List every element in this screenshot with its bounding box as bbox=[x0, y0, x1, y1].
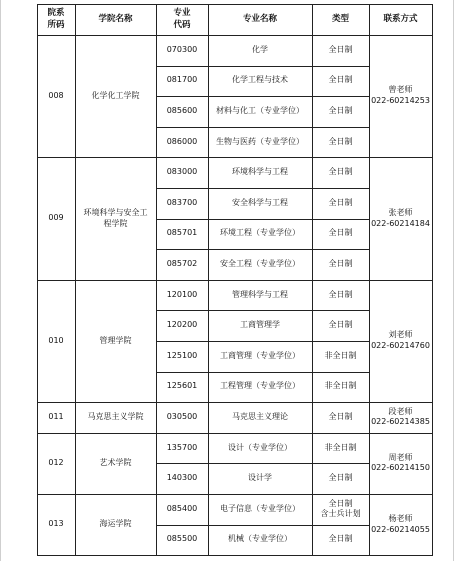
major-name-cell: 材料与化工（专业学位） bbox=[216, 106, 304, 116]
major-name-cell: 电子信息（专业学位） bbox=[220, 503, 300, 513]
type-cell: 全日制 bbox=[328, 412, 353, 422]
major-row-border bbox=[156, 66, 370, 67]
dept-code-cell: 013 bbox=[48, 519, 64, 529]
contact-cell: 段老师 022-60214385 bbox=[371, 406, 430, 427]
major-name-cell: 设计（专业学位） bbox=[228, 442, 292, 452]
major-code-cell: 085701 bbox=[166, 228, 198, 238]
major-name-cell: 生物与医药（专业学位） bbox=[216, 136, 304, 146]
major-row-border bbox=[156, 310, 370, 311]
major-code-cell: 120200 bbox=[166, 320, 198, 330]
major-row-border bbox=[156, 96, 370, 97]
major-row-border bbox=[156, 372, 370, 373]
type-cell: 全日制 bbox=[328, 44, 353, 54]
major-code-cell: 135700 bbox=[166, 442, 198, 452]
type-cell: 全日制 bbox=[328, 473, 353, 483]
column-border bbox=[208, 4, 209, 556]
major-code-cell: 085400 bbox=[166, 503, 198, 513]
major-name-cell: 工商管理学 bbox=[240, 320, 280, 330]
major-code-cell: 120100 bbox=[166, 289, 198, 299]
college-name-cell: 环境科学与安全工 程学院 bbox=[83, 207, 148, 228]
major-name-cell: 化学工程与技术 bbox=[232, 75, 288, 85]
major-code-cell: 125601 bbox=[166, 381, 198, 391]
type-cell: 全日制 bbox=[328, 75, 353, 85]
contact-cell: 张老师 022-60214184 bbox=[371, 207, 430, 228]
major-name-cell: 化学 bbox=[252, 44, 268, 54]
college-name-cell: 艺术学院 bbox=[99, 457, 132, 467]
type-cell: 全日制 bbox=[328, 259, 353, 269]
type-cell: 全日制 含士兵计划 bbox=[320, 498, 361, 519]
table-top-border bbox=[37, 4, 433, 5]
major-name-cell: 环境科学与工程 bbox=[232, 167, 288, 177]
type-cell: 全日制 bbox=[328, 534, 353, 544]
header-major-code: 专业 代码 bbox=[173, 8, 191, 30]
type-cell: 全日制 bbox=[328, 289, 353, 299]
major-code-cell: 086000 bbox=[166, 136, 198, 146]
column-border bbox=[369, 4, 370, 556]
type-cell: 全日制 bbox=[328, 136, 353, 146]
contact-cell: 曾老师 022-60214253 bbox=[371, 85, 430, 106]
type-cell: 非全日制 bbox=[324, 381, 357, 391]
major-row-border bbox=[156, 219, 370, 220]
header-contact: 联系方式 bbox=[383, 13, 418, 24]
dept-row-border bbox=[37, 35, 433, 36]
major-row-border bbox=[156, 463, 370, 464]
header-dept-code: 院系 所码 bbox=[47, 8, 65, 30]
dept-row-border bbox=[37, 157, 433, 158]
major-code-cell: 030500 bbox=[166, 412, 198, 422]
major-name-cell: 工程管理（专业学位） bbox=[220, 381, 300, 391]
major-code-cell: 083700 bbox=[166, 197, 198, 207]
major-name-cell: 设计学 bbox=[248, 473, 272, 483]
major-row-border bbox=[156, 525, 370, 526]
dept-row-border bbox=[37, 494, 433, 495]
major-row-border bbox=[156, 341, 370, 342]
college-name-cell: 马克思主义学院 bbox=[87, 412, 144, 422]
major-code-cell: 081700 bbox=[166, 75, 198, 85]
header-major-name: 专业名称 bbox=[242, 13, 277, 24]
dept-code-cell: 011 bbox=[48, 412, 64, 422]
contact-cell: 杨老师 022-60214055 bbox=[371, 513, 430, 534]
major-code-cell: 085600 bbox=[166, 106, 198, 116]
dept-code-cell: 009 bbox=[48, 213, 64, 223]
type-cell: 全日制 bbox=[328, 106, 353, 116]
dept-code-cell: 012 bbox=[48, 457, 64, 467]
type-cell: 全日制 bbox=[328, 167, 353, 177]
dept-code-cell: 010 bbox=[48, 335, 64, 345]
major-code-cell: 070300 bbox=[166, 44, 198, 54]
major-name-cell: 管理科学与工程 bbox=[232, 289, 288, 299]
dept-row-border bbox=[37, 433, 433, 434]
column-border bbox=[156, 4, 157, 556]
major-row-border bbox=[156, 127, 370, 128]
college-name-cell: 化学化工学院 bbox=[91, 90, 140, 100]
type-cell: 全日制 bbox=[328, 320, 353, 330]
column-border bbox=[312, 4, 313, 556]
major-code-cell: 140300 bbox=[166, 473, 198, 483]
major-name-cell: 安全工程（专业学位） bbox=[220, 259, 300, 269]
column-border bbox=[75, 4, 76, 556]
major-name-cell: 机械（专业学位） bbox=[228, 534, 292, 544]
major-row-border bbox=[156, 188, 370, 189]
major-name-cell: 安全科学与工程 bbox=[232, 197, 288, 207]
type-cell: 全日制 bbox=[328, 228, 353, 238]
dept-row-border bbox=[37, 402, 433, 403]
major-code-cell: 083000 bbox=[166, 167, 198, 177]
college-name-cell: 管理学院 bbox=[99, 335, 132, 345]
header-college-name: 学院名称 bbox=[98, 13, 133, 24]
dept-code-cell: 008 bbox=[48, 90, 64, 100]
window-edge-left bbox=[0, 0, 1, 561]
contact-cell: 刘老师 022-60214760 bbox=[371, 330, 430, 350]
major-name-cell: 工商管理（专业学位） bbox=[220, 350, 300, 360]
college-name-cell: 海运学院 bbox=[99, 519, 132, 529]
type-cell: 非全日制 bbox=[324, 350, 357, 360]
type-cell: 全日制 bbox=[328, 197, 353, 207]
major-code-cell: 125100 bbox=[166, 350, 198, 360]
major-name-cell: 马克思主义理论 bbox=[232, 412, 288, 422]
table-bottom-border bbox=[37, 555, 433, 556]
major-row-border bbox=[156, 249, 370, 250]
major-name-cell: 环境工程（专业学位） bbox=[220, 228, 300, 238]
column-border bbox=[432, 4, 433, 556]
dept-row-border bbox=[37, 280, 433, 281]
major-code-cell: 085702 bbox=[166, 259, 198, 269]
major-code-cell: 085500 bbox=[166, 534, 198, 544]
column-border bbox=[37, 4, 38, 556]
type-cell: 非全日制 bbox=[324, 442, 357, 452]
header-type: 类型 bbox=[331, 13, 349, 24]
contact-cell: 周老师 022-60214150 bbox=[371, 452, 430, 473]
